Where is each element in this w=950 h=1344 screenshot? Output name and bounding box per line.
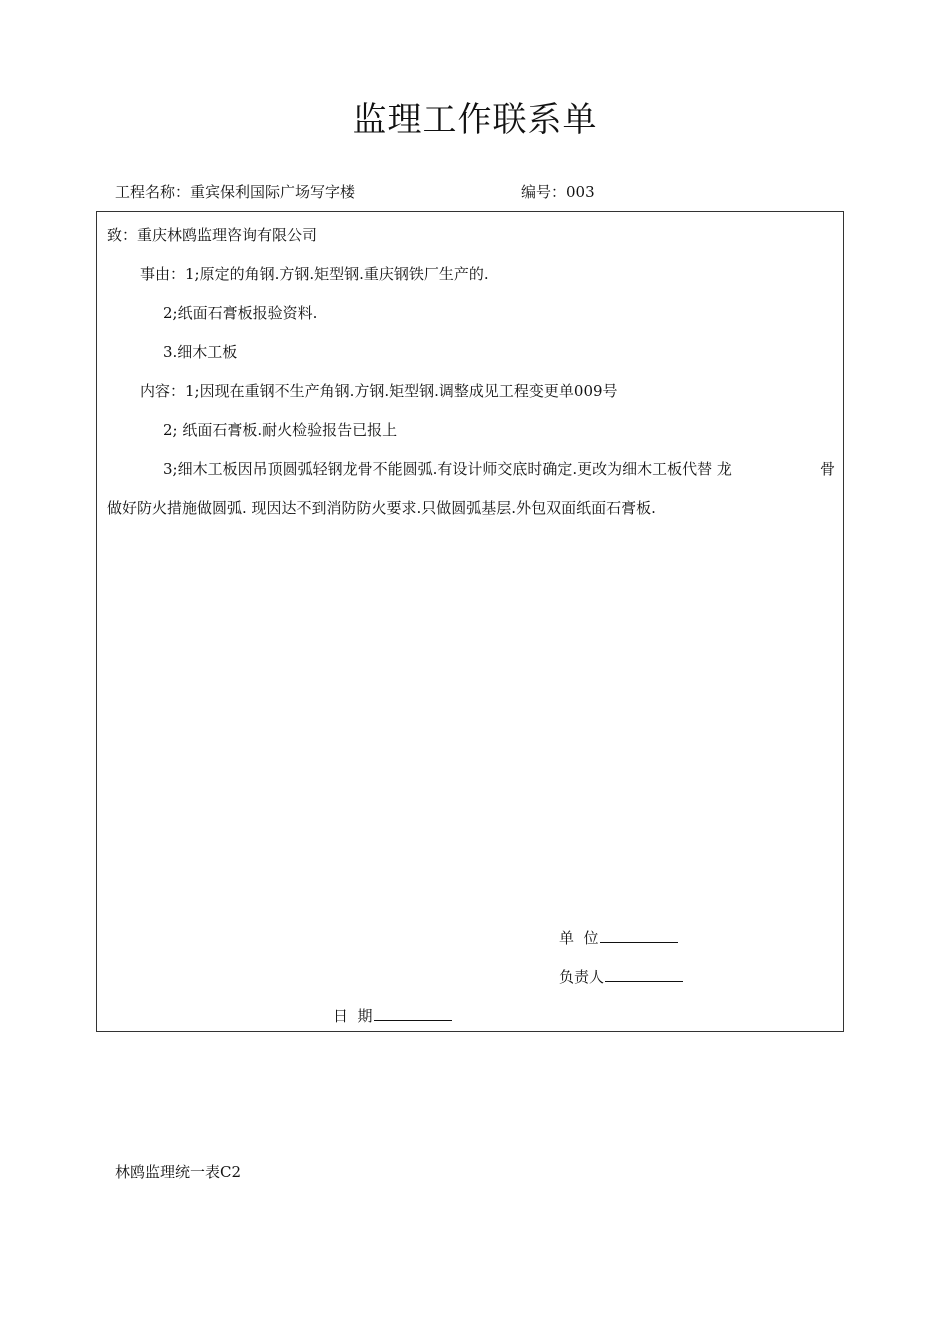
content-line-3: 3;细木工板因吊顶圆弧轻钢龙骨不能圆弧.有设计师交底时确定.更改为细木工板代替 龙 [163,460,732,478]
reason-line-3: 3.细木工板 [163,343,238,361]
person-signature [559,966,683,987]
recipient-line: 致：重庆林鸥监理咨询有限公司 [107,226,318,244]
content-line-3-end: 骨 [819,460,835,478]
project-name: 工程名称：重宾保利国际广场写字楼 [115,183,356,201]
document-number: 编号：003 [521,183,595,201]
content-line-3-continued: 做好防火措施做圆弧. 现因达不到消防防火要求.只做圆弧基层.外包双面纸面石膏板. [107,499,656,517]
unit-label: 单 位 [559,929,599,947]
reason-line-1: 事由：1;原定的角钢.方钢.矩型钢.重庆钢铁厂生产的. [140,265,489,283]
date-blank[interactable] [374,1006,452,1021]
unit-blank[interactable] [600,928,678,943]
date-label: 日 期 [333,1007,373,1025]
content-line-1: 内容：1;因现在重钢不生产角钢.方钢.矩型钢.调整成见工程变更单009号 [140,382,618,400]
content-frame [96,211,844,1032]
person-label: 负责人 [559,968,605,986]
content-line-2: 2; 纸面石膏板.耐火检验报告已报上 [163,421,398,439]
document-title: 监理工作联系单 [352,100,598,140]
unit-signature [559,927,678,948]
reason-line-2: 2;纸面石膏板报验资料. [163,304,318,322]
date-signature [333,1005,452,1026]
form-code: 林鸥监理统一表C2 [115,1163,242,1181]
person-blank[interactable] [605,967,683,982]
